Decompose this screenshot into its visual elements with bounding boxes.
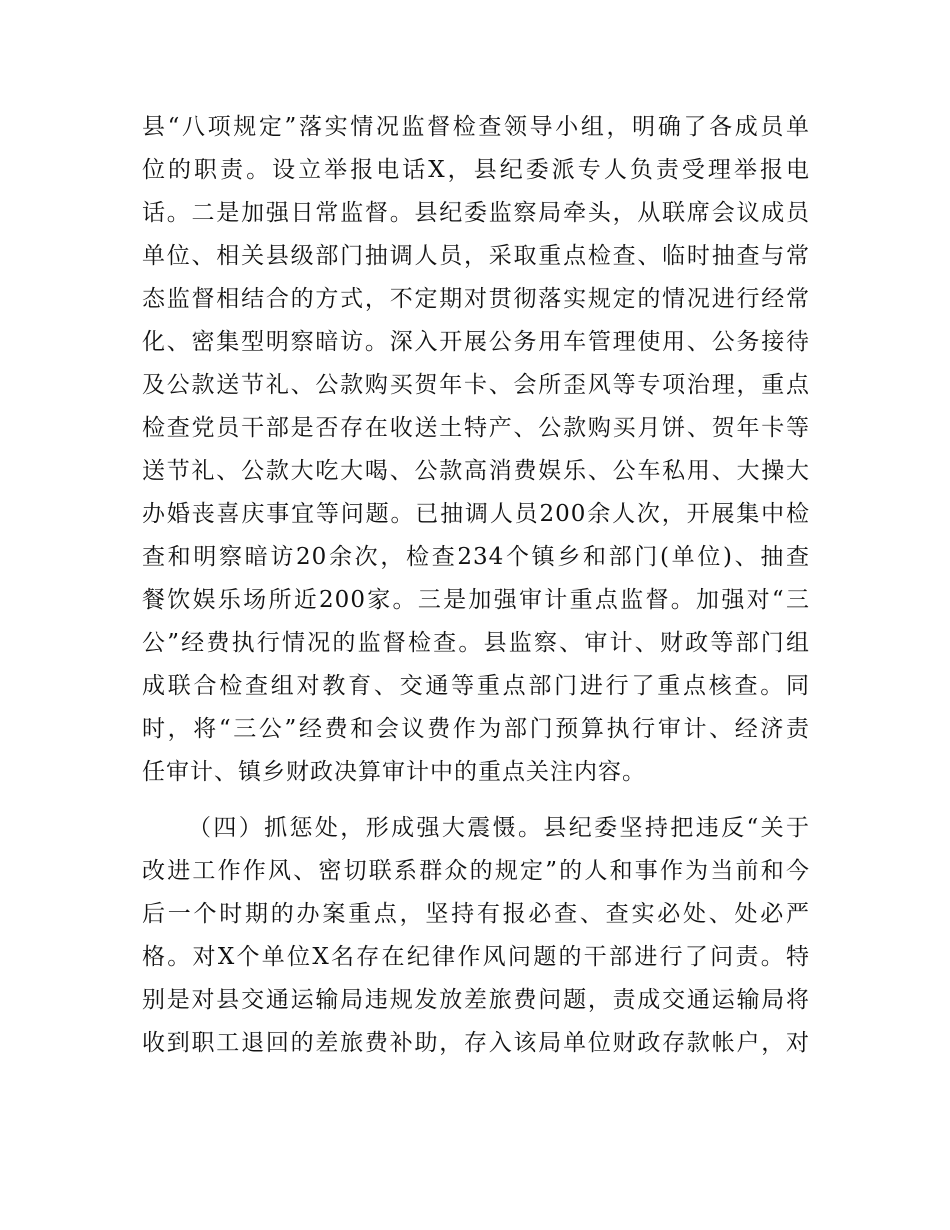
text-line: 及公款送节礼、公款购买贺年卡、会所歪风等专项治理，重点 [142,372,810,398]
text-line: 化、密集型明察暗访。深入开展公务用车管理使用、公务接待 [142,329,810,355]
text-line: 任审计、镇乡财政决算审计中的重点关注内容。 [142,759,646,785]
text-line: 话。二是加强日常监督。县纪委监察局牵头，从联席会议成员 [142,200,810,226]
text-line: 办婚丧喜庆事宜等问题。已抽调人员200余人次，开展集中检 [142,501,810,527]
text-line: 别是对县交通运输局违规发放差旅费问题，责成交通运输局将 [142,987,810,1013]
text-line: （四）抓惩处，形成强大震慑。县纪委坚持把违反“关于 [188,815,810,841]
text-line: 送节礼、公款大吃大喝、公款高消费娱乐、公车私用、大操大 [142,458,810,484]
text-line: 县“八项规定”落实情况监督检查领导小组，明确了各成员单 [142,114,810,140]
text-line: 查和明察暗访20余次，检查234个镇乡和部门(单位)、抽查 [142,544,810,570]
text-line: 公”经费执行情况的监督检查。县监察、审计、财政等部门组 [142,630,810,656]
text-line: 态监督相结合的方式，不定期对贯彻落实规定的情况进行经常 [142,286,810,312]
paragraph-gap [142,794,810,807]
paragraph-1 [142,106,810,794]
text-line: 改进工作作风、密切联系群众的规定”的人和事作为当前和今 [142,858,810,884]
text-line: 单位、相关县级部门抽调人员，采取重点检查、临时抽查与常 [142,243,810,269]
text-line: 收到职工退回的差旅费补助，存入该局单位财政存款帐户，对 [142,1030,810,1056]
text-line: 后一个时期的办案重点，坚持有报必查、查实必处、处必严 [142,901,810,927]
text-line: 格。对X个单位X名存在纪律作风问题的干部进行了问责。特 [142,944,810,970]
text-line: 餐饮娱乐场所近200家。三是加强审计重点监督。加强对“三 [142,587,810,613]
text-line: 时，将“三公”经费和会议费作为部门预算执行审计、经济责 [142,716,810,742]
paragraph-2 [142,807,810,1065]
text-line: 检查党员干部是否存在收送土特产、公款购买月饼、贺年卡等 [142,415,810,441]
text-line: 成联合检查组对教育、交通等重点部门进行了重点核查。同 [142,673,810,699]
text-line: 位的职责。设立举报电话X，县纪委派专人负责受理举报电 [142,157,810,183]
document-body [142,106,810,1065]
